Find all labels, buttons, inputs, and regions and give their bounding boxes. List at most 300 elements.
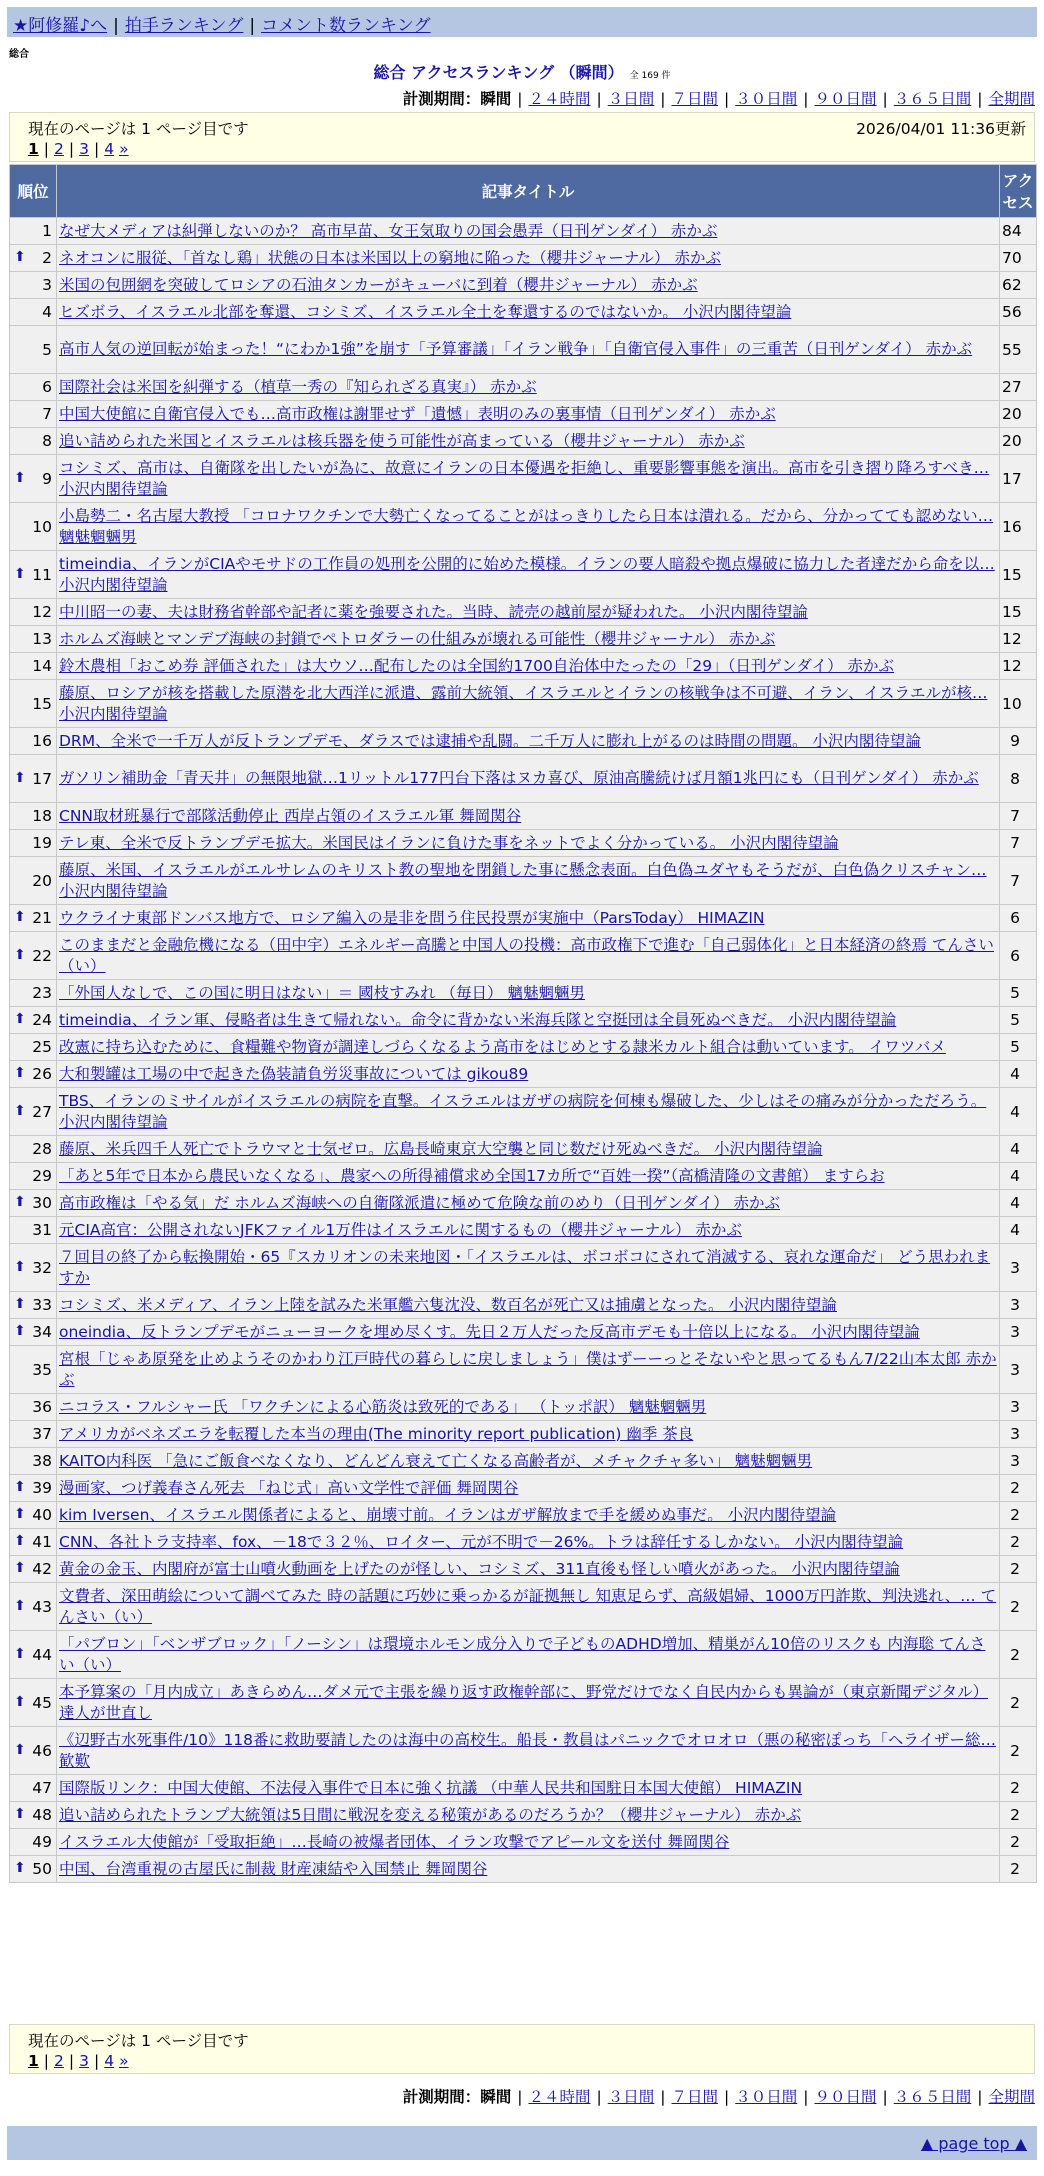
title-cell [57,1394,999,1420]
article-link[interactable]: 藤原、米兵四千人死亡でトラウマと士気ゼロ。広島長崎東京大空襲と同じ数だけ死ぬべきだ。 小沢内閣待望論 [59,1139,823,1158]
table-row [10,1088,1036,1135]
page-link[interactable]: 4 [104,140,115,158]
article-link[interactable]: TBS、イランのミサイルがイスラエルの病院を直撃。イスラエルはガザの病院を何棟も爆破した、少しはその痛みが分かっただろう。 小沢内閣待望論 [59,1091,987,1131]
table-row [10,1292,1036,1318]
page-separator: | [94,2052,100,2070]
access-count: 4 [1000,1163,1036,1189]
period-separator: | [724,2088,730,2106]
table-row [10,428,1036,454]
access-count: 5 [1000,980,1036,1006]
page-current: 1 [28,2052,39,2070]
article-link[interactable]: timeindia、イラン軍、侵略者は生きて帰れない。命令に背かない米海兵隊と空挺団は全員死ぬべきだ。 小沢内閣待望論 [59,1010,897,1029]
article-link[interactable]: ７回目の終了から転換開始・65『スカリオンの未来地図・「イスラエルは、ボコボコにされて消滅する、哀れな運命だ」 どう思われますか [59,1247,991,1287]
title-cell [57,1631,999,1678]
access-count: 2 [1000,1583,1036,1630]
table-row [10,1529,1036,1555]
access-count: 4 [1000,1217,1036,1243]
article-link[interactable]: CNN、各社トラ支持率、fox、－18で３２％、ロイター、元が不明で－26%。トラは辞任するしかない。 小沢内閣待望論 [59,1532,904,1551]
article-link[interactable]: oneindia、反トランプデモがニューヨークを埋め尽くす。先日２万人だった反高市デモも十倍以上になる。 小沢内閣待望論 [59,1322,920,1341]
title-cell [57,653,999,679]
title-cell [57,218,999,244]
next-page-link[interactable]: » [119,2052,129,2070]
rank-cell [10,1034,56,1060]
up-arrow-icon: ⬆ [14,1323,26,1339]
article-link[interactable]: 中国大使館に自衛官侵入でも…高市政権は謝罪せず「遺憾」表明のみの裏事情（日刊ゲンダイ） 赤かぶ [59,404,776,423]
rank-number: 49 [32,1833,52,1851]
page-link[interactable]: 3 [79,2052,90,2070]
access-count: 16 [1000,503,1036,550]
access-count: 4 [1000,1088,1036,1135]
up-arrow-icon: ⬆ [14,565,26,582]
article-link[interactable]: コシミズ、高市は、自衛隊を出したいが為に、故意にイランの日本優遇を拒絶し、重要影響事態を演出。高市を引き摺り降ろすべき… 小沢内閣待望論 [59,458,990,498]
period-link[interactable]: ３６５日間 [893,90,972,108]
rank-cell [10,830,56,856]
title-cell [57,1244,999,1291]
title-cell [57,1217,999,1243]
table-row [10,599,1036,625]
rank-number: 5 [42,340,52,359]
period-link[interactable]: ２４時間 [528,2088,591,2106]
rank-number: 7 [42,405,52,423]
period-separator: | [977,2088,983,2106]
access-count: 70 [1000,245,1036,271]
rank-cell [10,1583,56,1630]
rank-cell [10,857,56,904]
article-link[interactable]: 大和製罐は工場の中で起きた偽装請負労災事故については gikou89 [59,1064,529,1083]
rank-number: 14 [32,657,52,675]
table-row [10,551,1036,598]
title-cell [57,299,999,325]
access-count: 3 [1000,1448,1036,1474]
rank-cell [10,1529,56,1555]
table-row [10,503,1036,550]
title-cell [57,1583,999,1630]
access-count: 2 [1000,1475,1036,1501]
title-cell [57,1292,999,1318]
period-separator: | [803,90,809,108]
article-link[interactable]: このままだと金融危機になる（田中宇）エネルギー高騰と中国人の投機：高市政権下で進む「自己弱体化」と日本経済の終焉 てんさい（い） [59,935,994,975]
title-cell [57,980,999,1006]
access-count: 2 [1000,1529,1036,1555]
article-link[interactable]: 「外国人なしで、この国に明日はない」＝ 國枝すみれ （毎日） 魑魅魍魎男 [59,983,585,1002]
article-link[interactable]: 米国の包囲網を突破してロシアの石油タンカーがキューバに到着（櫻井ジャーナル） 赤かぶ [59,275,698,294]
current-page-text: 現在のページは 1 ページ目です [28,2032,249,2050]
access-count: 3 [1000,1292,1036,1318]
up-arrow-icon: ⬆ [14,1194,26,1210]
rank-number: 25 [32,1038,52,1056]
page-separator: | [94,140,100,158]
article-link[interactable]: 「パブロン」「ベンザブロック」「ノーシン」は環境ホルモン成分入りで子どものADHD増加、精巣がん10倍のリスクも 内海聡 てんさい（い） [59,1634,986,1674]
up-arrow-icon: ⬆ [14,769,26,786]
page-link[interactable]: 2 [54,2052,64,2070]
rank-number: 24 [32,1011,52,1029]
up-arrow-icon: ⬆ [14,1506,26,1522]
period-separator: | [517,90,523,108]
rank-cell [10,401,56,427]
period-link[interactable]: 全期間 [988,2088,1035,2106]
up-arrow-icon: ⬆ [14,1560,26,1576]
access-count: 3 [1000,1319,1036,1345]
article-link[interactable]: イスラエル大使館が「受取拒絶」…長崎の被爆者団体、イラン攻撃でアピール文を送付 舞岡関谷 [59,1832,730,1851]
period-link[interactable]: ３日間 [607,2088,655,2106]
access-count: 3 [1000,1421,1036,1447]
ranking-body [10,218,1036,1882]
rank-cell [10,428,56,454]
rank-cell [10,1475,56,1501]
rank-number: 48 [32,1806,52,1824]
title-cell [57,326,999,373]
rank-number: 1 [42,222,52,240]
page-link[interactable]: 3 [79,140,90,158]
page-separator: | [68,2052,75,2070]
rank-cell [10,1502,56,1528]
rank-number: 8 [42,432,52,450]
rank-cell [10,653,56,679]
title-cell [57,1163,999,1189]
article-link[interactable]: 高市人気の逆回転が始まった！“にわか1強”を崩す「予算審議」「イラン戦争」「自衛官侵入事件」の三重苦（日刊ゲンダイ） 赤かぶ [59,340,973,358]
table-row [10,1421,1036,1447]
rank-number: 12 [32,603,52,621]
title-cell [57,1556,999,1582]
up-arrow-icon: ⬆ [14,1597,26,1614]
title-cell [57,857,999,904]
article-link[interactable]: ネオコンに服従、「首なし鶏」状態の日本は米国以上の窮地に陥った（櫻井ジャーナル） 赤かぶ [59,248,721,267]
rank-number: 27 [32,1102,52,1121]
access-count: 27 [1000,374,1036,400]
access-count: 4 [1000,1190,1036,1216]
article-link[interactable]: 国際社会は米国を糾弾する（植草一秀の『知られざる真実』） 赤かぶ [59,377,537,396]
article-link[interactable]: なぜ大メディアは糾弾しないのか？ 高市早苗、女王気取りの国会愚弄（日刊ゲンダイ） 赤かぶ [59,221,718,240]
access-count: 5 [1000,1034,1036,1060]
nav-separator: | [249,16,256,36]
period-current: 瞬間 [480,90,512,108]
rank-number: 36 [32,1398,52,1416]
page-link[interactable]: 2 [54,140,64,158]
period-separator: | [596,90,602,108]
page-links [28,140,129,158]
period-link[interactable]: ９０日間 [814,90,877,108]
pager-top [9,112,1035,162]
rank-cell [10,1775,56,1801]
period-separator: | [660,90,666,108]
period-label: 計測期間： [402,2088,481,2106]
rank-cell [10,680,56,727]
rank-number: 9 [42,469,52,488]
rank-cell [10,1556,56,1582]
period-link[interactable]: ７日間 [671,90,718,108]
article-link[interactable]: 高市政権は「やる気」だ ホルムズ海峡への自衛隊派遣に極めて危険な前のめり（日刊ゲンダイ） 赤かぶ [59,1193,780,1212]
title-cell [57,728,999,754]
rank-number: 21 [32,909,52,927]
table-header-row [10,165,1036,217]
up-arrow-icon: ⬆ [14,1860,26,1876]
table-row [10,1631,1036,1678]
rank-number: 2 [42,249,52,267]
access-count: 6 [1000,905,1036,931]
rank-number: 44 [32,1645,52,1664]
period-link[interactable]: ９０日間 [814,2088,877,2106]
up-arrow-icon: ⬆ [14,1533,26,1549]
rank-cell [10,1421,56,1447]
up-arrow-icon: ⬆ [14,1741,26,1758]
rank-number: 39 [32,1479,52,1497]
title-cell [57,755,999,802]
rank-number: 43 [32,1597,52,1616]
rank-number: 41 [32,1533,52,1551]
up-arrow-icon: ⬆ [14,1065,26,1081]
table-row [10,728,1036,754]
article-link[interactable]: 国際版リンク：中国大使館、不法侵入事件で日本に強く抗議 （中華人民共和国駐日本国大使館） HIMAZIN [59,1778,803,1797]
rank-header: 順位 [10,165,56,217]
article-link[interactable]: kim Iversen、イスラエル関係者によると、崩壊寸前。イランはガザ解放まで手を緩めぬ事だ。 小沢内閣待望論 [59,1505,837,1524]
title-header: 記事タイトル [57,165,999,217]
rank-number: 37 [32,1425,52,1443]
access-count: 56 [1000,299,1036,325]
rank-number: 47 [32,1779,52,1797]
rank-cell [10,1856,56,1882]
table-row [10,1061,1036,1087]
rank-cell [10,905,56,931]
page-title-text: 総合 アクセスランキング （瞬間） [373,63,624,82]
title-cell [57,1802,999,1828]
up-arrow-icon: ⬆ [14,1693,26,1710]
article-link[interactable]: テレ東、全米で反トランプデモ拡大。米国民はイランに負けた事をネットでよく分かっている。 小沢内閣待望論 [59,833,839,852]
title-cell [57,932,999,979]
article-link[interactable]: ニコラス・フルシャー氏 「ワクチンによる心筋炎は致死的である」 （トッポ訳） 魑魅魍魎男 [59,1397,707,1416]
access-count: 7 [1000,857,1036,904]
table-row [10,1190,1036,1216]
article-link[interactable]: 宮根「じゃあ原発を止めようそのかわり江戸時代の暮らしに戻しましょう」僕はずーーっとそないやと思ってるもん7/22山本太郎 赤かぶ [59,1349,997,1389]
page-top-link[interactable]: ▲ page top ▲ [920,2134,1027,2153]
title-cell [57,1829,999,1855]
access-count: 7 [1000,830,1036,856]
article-link[interactable]: ガソリン補助金「青天井」の無限地獄…1リットル177円台下落はヌカ喜び、原油高騰続けば月額1兆円にも（日刊ゲンダイ） 赤かぶ [59,769,979,787]
rank-number: 22 [32,946,52,965]
rank-number: 30 [32,1194,52,1212]
rank-cell [10,1802,56,1828]
access-count: 2 [1000,1829,1036,1855]
rank-cell [10,326,56,373]
period-link[interactable]: ２４時間 [528,90,591,108]
table-row [10,830,1036,856]
rank-cell [10,1007,56,1033]
rank-number: 23 [32,984,52,1002]
table-row [10,245,1036,271]
period-current: 瞬間 [480,2088,512,2106]
title-cell [57,1421,999,1447]
article-link[interactable]: ホルムズ海峡とマンデブ海峡の封鎖でペトロダラーの仕組みが壊れる可能性（櫻井ジャーナル） 赤かぶ [59,629,776,648]
article-link[interactable]: ヒズボラ、イスラエル北部を奪還、コシミズ、イスラエル全土を奪還するのではないか。 小沢内閣待望論 [59,302,792,321]
access-header: アクセス [1000,165,1036,217]
title-cell [57,1088,999,1135]
article-link[interactable]: コシミズ、米メディア、イラン上陸を試みた米軍艦六隻沈没、数百名が死亡又は捕虜となった。 小沢内閣待望論 [59,1295,837,1314]
current-page-text: 現在のページは 1 ページ目です [28,120,249,138]
article-link[interactable]: 藤原、ロシアが核を搭載した原潜を北大西洋に派遣、露前大統領、イスラエルとイランの核戦争は不可避、イラン、イスラエルが核… 小沢内閣待望論 [59,683,988,723]
period-selector-top [403,87,1035,109]
period-link[interactable]: ３０日間 [735,90,798,108]
table-row [10,1136,1036,1162]
up-arrow-icon: ⬆ [14,1645,26,1662]
rank-number: 34 [32,1323,52,1341]
access-count: 62 [1000,272,1036,298]
rank-number: 32 [32,1258,52,1277]
article-link[interactable]: 中川昭一の妻、夫は財務省幹部や記者に薬を強要された。当時、読売の越前屋が疑われた。 小沢内閣待望論 [59,602,808,621]
article-link[interactable]: 文費者、深田萌絵について調べてみた 時の話題に巧妙に乗っかるが証拠無し 知恵足らず、高級娼婦、1000万円詐欺、判決逃れ、… てんさい（い） [59,1586,997,1626]
rank-cell [10,299,56,325]
rank-cell [10,503,56,550]
bottom-bar [7,2126,1037,2160]
table-row [10,653,1036,679]
rank-number: 18 [32,807,52,825]
rank-number: 19 [32,834,52,852]
rank-cell [10,551,56,598]
article-link[interactable]: 《辺野古水死事件/10》118番に救助要請したのは海中の高校生。船長・教員はパニックでオロオロ（悪の秘密ぽっち「ヘライザー総… 歓歎 [59,1730,996,1770]
next-page-link[interactable]: » [119,140,129,158]
period-separator: | [882,2088,888,2106]
comment-ranking-link[interactable]: コメント数ランキング [261,16,431,36]
period-separator: | [724,90,730,108]
article-link[interactable]: DRM、全米で一千万人が反トランプデモ、ダラスでは逮捕や乱闘。二千万人に膨れ上がるのは時間の問題。 小沢内閣待望論 [59,731,921,750]
up-arrow-icon: ⬆ [14,909,26,925]
title-cell [57,1061,999,1087]
total-count: 全 169 件 [629,71,671,81]
access-count: 15 [1000,599,1036,625]
article-link[interactable]: 追い詰められた米国とイスラエルは核兵器を使う可能性が高まっている（櫻井ジャーナル） 赤かぶ [59,431,745,450]
nav-separator: | [113,16,119,36]
table-row [10,1502,1036,1528]
access-count: 84 [1000,218,1036,244]
title-cell [57,1346,999,1393]
title-cell [57,1475,999,1501]
table-row [10,1802,1036,1828]
article-link[interactable]: アメリカがベネズエラを転覆した本当の理由(The minority report publication) 幽季 茶良 [59,1424,694,1443]
rank-cell [10,1217,56,1243]
access-count: 3 [1000,1244,1036,1291]
access-count: 2 [1000,1856,1036,1882]
access-count: 17 [1000,455,1036,502]
rank-cell [10,1319,56,1345]
table-row [10,299,1036,325]
home-link[interactable]: ★阿修羅♪へ [13,16,108,36]
up-arrow-icon: ⬆ [14,1102,26,1119]
table-row [10,401,1036,427]
access-count: 20 [1000,428,1036,454]
rank-number: 29 [32,1167,52,1185]
title-cell [57,1727,999,1774]
article-link[interactable]: 中国、台湾重視の古屋氏に制裁 財産凍結や入国禁止 舞岡関谷 [59,1859,488,1878]
rank-cell [10,1394,56,1420]
rank-number: 6 [42,378,52,396]
access-count: 5 [1000,1007,1036,1033]
rank-cell [10,1061,56,1087]
pager-bottom [9,2024,1035,2074]
access-count: 10 [1000,680,1036,727]
rank-number: 16 [32,732,52,750]
rank-cell [10,1448,56,1474]
table-row [10,1163,1036,1189]
rank-cell [10,1244,56,1291]
article-link[interactable]: 追い詰められたトランプ大統領は5日間に戦況を変える秘策があるのだろうか？（櫻井ジャーナル） 赤かぶ [59,1805,802,1824]
rank-number: 35 [32,1360,52,1379]
rank-number: 17 [32,769,52,788]
period-link[interactable]: ３０日間 [735,2088,798,2106]
rank-cell [10,932,56,979]
article-link[interactable]: KAITO内科医 「急にご飯食べなくなり、どんどん衰えて亡くなる高齢者が、メチャクチャ多い」 魑魅魍魎男 [59,1451,813,1470]
table-row [10,755,1036,802]
page-separator: | [68,140,75,158]
clap-ranking-link[interactable]: 拍手ランキング [124,16,244,36]
article-link[interactable]: CNN取材班暴行で部隊活動停止 西岸占領のイスラエル軍 舞岡関谷 [59,806,522,825]
rank-number: 4 [42,303,52,321]
period-separator: | [977,90,983,108]
rank-number: 20 [32,871,52,890]
page-link[interactable]: 4 [104,2052,115,2070]
title-cell [57,599,999,625]
access-count: 55 [1000,326,1036,373]
access-count: 4 [1000,1061,1036,1087]
access-count: 20 [1000,401,1036,427]
title-cell [57,1856,999,1882]
article-link[interactable]: 改憲に持ち込むために、食糧難や物資が調達しづらくなるよう高市をはじめとする隷米カルト組合は動いています。 イワツバメ [59,1037,946,1056]
period-link[interactable]: ３日間 [607,90,655,108]
rank-cell [10,455,56,502]
article-link[interactable]: 小島勢二・名古屋大教授 「コロナワクチンで大勢亡くなってることがはっきりしたら日本は潰れる。だから、分かってても認めない… 魑魅魍魎男 [59,506,994,546]
table-row [10,1475,1036,1501]
title-cell [57,1502,999,1528]
breadcrumb: 総合 [9,49,29,60]
period-selector-bottom [403,2085,1035,2107]
access-count: 6 [1000,932,1036,979]
access-count: 2 [1000,1775,1036,1801]
rank-number: 3 [42,276,52,294]
table-row [10,1679,1036,1726]
article-link[interactable]: 漫画家、つげ義春さん死去 「ねじ式」高い文学性で評価 舞岡関谷 [59,1478,519,1497]
ranking-table [9,164,1037,1883]
article-link[interactable]: 黄金の金玉、内閣府が富士山噴火動画を上げたのが怪しい、コシミズ、311直後も怪しい噴火があった。 小沢内閣待望論 [59,1559,900,1578]
title-cell [57,503,999,550]
title-cell [57,551,999,598]
article-link[interactable]: 「あと5年で日本から農民いなくなる」、農家への所得補償求め全国17カ所で“百姓一揆”（高橋清隆の文書館） ますらお [59,1166,885,1185]
table-row [10,626,1036,652]
article-link[interactable]: timeindia、イランがCIAやモサドの工作員の処刑を公開的に始めた模様。イランの要人暗殺や拠点爆破に協力した者達だから命を以… 小沢内閣待望論 [59,554,995,594]
rank-number: 31 [32,1221,52,1239]
up-arrow-icon: ⬆ [14,1806,26,1822]
rank-cell [10,1631,56,1678]
period-link[interactable]: ７日間 [671,2088,718,2106]
page-links [28,2052,129,2070]
up-arrow-icon: ⬆ [14,1011,26,1027]
table-row [10,1448,1036,1474]
period-link[interactable]: ３６５日間 [893,2088,972,2106]
rank-cell [10,1136,56,1162]
rank-cell [10,728,56,754]
period-link[interactable]: 全期間 [988,90,1035,108]
rank-cell [10,626,56,652]
access-count: 2 [1000,1679,1036,1726]
article-link[interactable]: 本予算案の「月内成立」あきらめん…ダメ元で主張を繰り返す政権幹部に、野党だけでなく自民内からも異論が（東京新聞デジタル） 達人が世直し [59,1682,989,1722]
page-separator: | [43,140,50,158]
article-link[interactable]: ウクライナ東部ドンバス地方で、ロシア編入の是非を問う住民投票が実施中（ParsToday） HIMAZIN [59,908,765,927]
rank-cell [10,1727,56,1774]
access-count: 2 [1000,1802,1036,1828]
article-link[interactable]: 鈴木農相「おこめ券 評価された」は大ウソ…配布したのは全国約1700自治体中たったの「29」（日刊ゲンダイ） 赤かぶ [59,656,895,675]
title-cell [57,272,999,298]
article-link[interactable]: 藤原、米国、イスラエルがエルサレムのキリスト教の聖地を閉鎖した事に懸念表面。白色偽ユダヤもそうだが、白色偽クリスチャン… 小沢内閣待望論 [59,860,987,900]
article-link[interactable]: 元CIA高官：公開されないJFKファイル1万件はイスラエルに関するもの（櫻井ジャーナル） 赤かぶ [59,1220,742,1239]
table-row [10,1394,1036,1420]
title-cell [57,905,999,931]
table-row [10,1583,1036,1630]
